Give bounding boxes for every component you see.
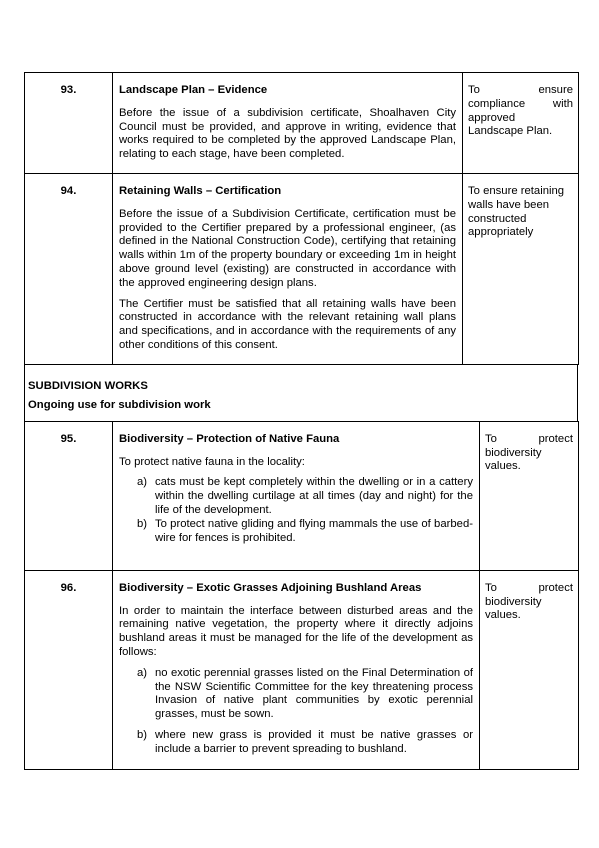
condition-body <box>113 570 480 769</box>
list-item-text: To protect native gliding and flying mammals the use of barbed-wire for fences is prohibited. <box>155 517 473 544</box>
condition-body <box>113 421 480 570</box>
condition-reason: To ensure retaining walls have been constructed appropriately <box>463 173 579 364</box>
condition-paragraph: Before the issue of a subdivision certificate, Shoalhaven City Council must be provided, and approve in writing, evidence that works required to be completed by the approved Landscape Plan, relating to each stage, have been completed. <box>119 106 456 161</box>
condition-title: Landscape Plan – Evidence <box>119 84 268 96</box>
condition-row-94 <box>25 173 579 364</box>
list-item <box>119 518 473 546</box>
condition-title: Retaining Walls – Certification <box>119 184 282 197</box>
condition-intro: In order to maintain the interface between disturbed areas and the remaining native vegetation, the property where it directly adjoins bushland areas it must be managed for the life of the development as follows: <box>119 604 473 658</box>
condition-title: Biodiversity – Exotic Grasses Adjoining Bushland Areas <box>119 581 422 594</box>
conditions-table-a <box>24 72 579 365</box>
condition-intro: To protect native fauna in the locality: <box>119 455 305 468</box>
section-header <box>24 365 578 421</box>
condition-reason: To ensure compliance with approved Landscape Plan. <box>463 73 579 174</box>
condition-row-96 <box>25 570 579 769</box>
list-item-label: b) <box>137 517 148 530</box>
condition-row-93 <box>25 73 579 174</box>
condition-reason: To protect biodiversity values. <box>480 421 579 570</box>
list-item <box>119 667 473 722</box>
condition-paragraph: The Certifier must be satisfied that all retaining walls have been constructed in accordance with the relevant retaining wall plans and specifications, and in accordance with the requirements of any other conditions of this consent. <box>119 297 456 351</box>
list-item-text: where new grass is provided it must be native grasses or include a barrier to prevent spreading to bushland. <box>155 728 473 755</box>
condition-number: 93. <box>25 73 113 174</box>
conditions-document <box>24 72 578 770</box>
list-item-text: no exotic perennial grasses listed on the Final Determination of the NSW Scientific Committee for the key threatening process Invasion of native plant communities by exotic perennial grasses, must be sown. <box>155 666 473 721</box>
condition-items <box>119 667 473 757</box>
condition-number: 95. <box>25 421 113 570</box>
list-item-label: a) <box>137 666 148 679</box>
section-heading: SUBDIVISION WORKS <box>28 379 148 392</box>
list-item-text: cats must be kept completely within the dwelling or in a cattery within the dwelling curtilage at all times (day and night) for the life of the development. <box>155 476 473 516</box>
condition-body <box>113 173 463 364</box>
list-item <box>119 729 473 757</box>
condition-title: Biodiversity – Protection of Native Fauna <box>119 432 340 445</box>
condition-reason: To protect biodiversity values. <box>480 570 579 769</box>
condition-number: 94. <box>25 173 113 364</box>
list-item-label: b) <box>137 728 148 741</box>
condition-number: 96. <box>25 570 113 769</box>
list-item <box>119 476 473 517</box>
condition-row-95 <box>25 421 579 570</box>
list-item-label: a) <box>137 476 148 489</box>
section-subheading: Ongoing use for subdivision work <box>28 398 211 411</box>
condition-paragraph: Before the issue of a Subdivision Certificate, certification must be provided to the Certifier prepared by a professional engineer, (as defined in the National Construction Code), certifying that retaining walls within 1m of the property boundary or exceeding 1m in height above ground level (existing) are constructed in accordance with the approved engineering design plans. <box>119 207 456 289</box>
condition-items <box>119 476 473 545</box>
condition-body <box>113 73 463 174</box>
conditions-table-b <box>24 421 579 770</box>
